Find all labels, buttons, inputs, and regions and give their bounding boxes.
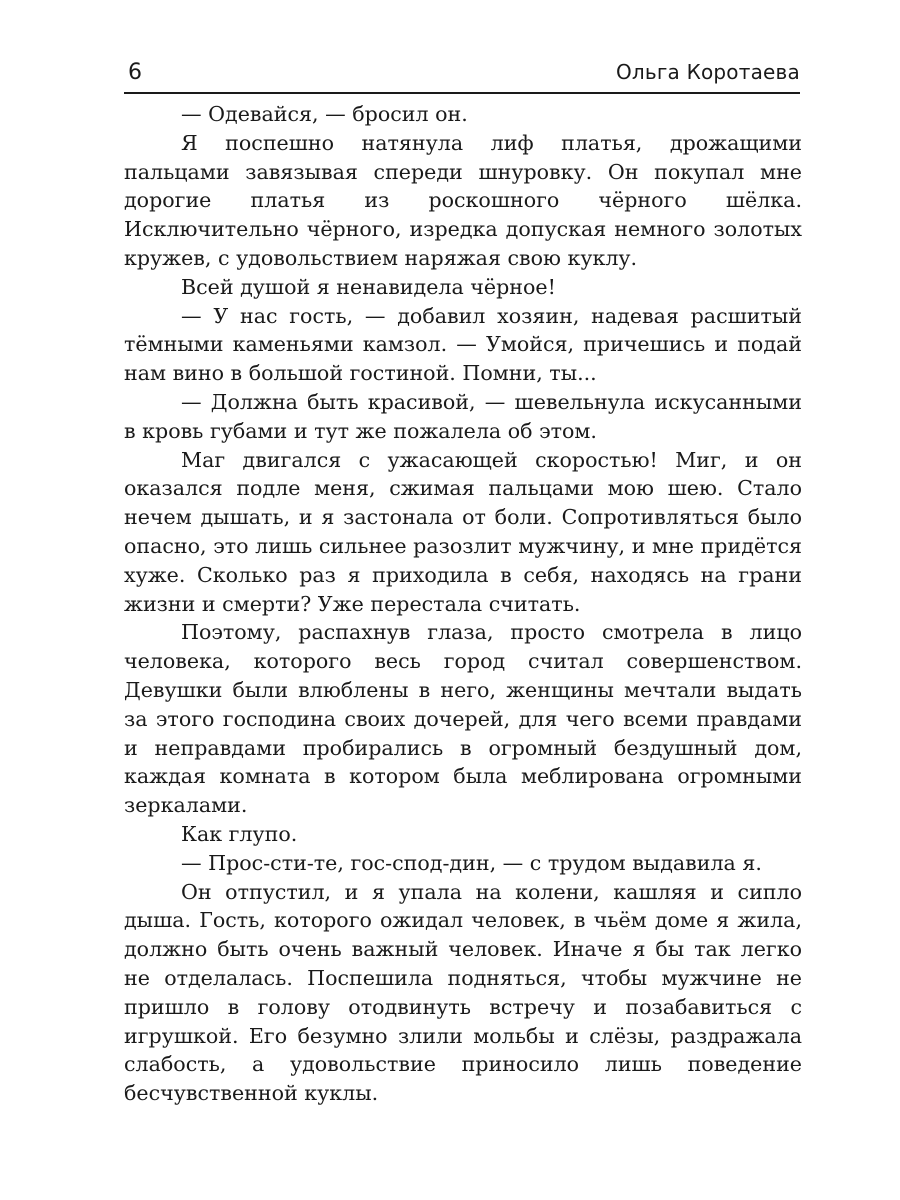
body-text (124, 100, 802, 1108)
paragraph: — У нас гость, — добавил хозяин, надевая расшитый тёмными каменьями камзол. — Умойся, причешись и подай нам вино в большой гостиной. Помни, ты... (124, 303, 802, 386)
paragraph: Всей душой я ненавидела чёрное! (181, 274, 556, 299)
paragraph: Я поспешно натянула лиф платья, дрожащими пальцами завязывая спереди шнуровку. Он покупал мне дорогие платья из роскошного чёрного шёлка. Исключительно чёрного, изредка допуская немного золотых кружев, с удовольствием наряжая свою куклу. (124, 130, 802, 270)
paragraph: — Прос-сти-те, гос-спод-дин, — с трудом выдавила я. (181, 850, 762, 875)
page-number: 6 (128, 60, 142, 85)
paragraph: Он отпустил, и я упала на колени, кашляя и сипло дыша. Гость, которого ожидал человек, в чьём доме я жила, должно быть очень важный человек. Иначе я бы так легко не отделалась. Поспешила подняться, чтобы мужчине не пришло в голову отодвинуть встречу и позабавиться с игрушкой. Его безумно злили мольбы и слёзы, раздражала слабость, а удовольствие приносило лишь поведение бесчувственной куклы. (124, 879, 802, 1106)
paragraph: Как глупо. (181, 821, 298, 846)
paragraph: Маг двигался с ужасающей скоростью! Миг, и он оказался подле меня, сжимая пальцами мою шею. Стало нечем дышать, и я застонала от боли. Сопротивляться было опасно, это лишь сильнее разозлит мужчину, и мне придётся хуже. Сколько раз я приходила в себя, находясь на грани жизни и смерти? Уже перестала считать. (124, 447, 802, 616)
paragraph: Поэтому, распахнув глаза, просто смотрела в лицо человека, которого весь город считал совершенством. Девушки были влюблены в него, женщины мечтали выдать за этого господина своих дочерей, для чего всеми правдами и неправдами пробирались в огромный бездушный дом, каждая комната в котором была меблирована огромными зеркалами. (124, 620, 802, 818)
author-running-head: Ольга Коротаева (615, 60, 800, 84)
paragraph: — Должна быть красивой, — шевельнула искусанными в кровь губами и тут же пожалела об этом. (124, 389, 802, 443)
paragraph: — Одевайся, — бросил он. (181, 102, 468, 126)
page-header (124, 58, 800, 94)
